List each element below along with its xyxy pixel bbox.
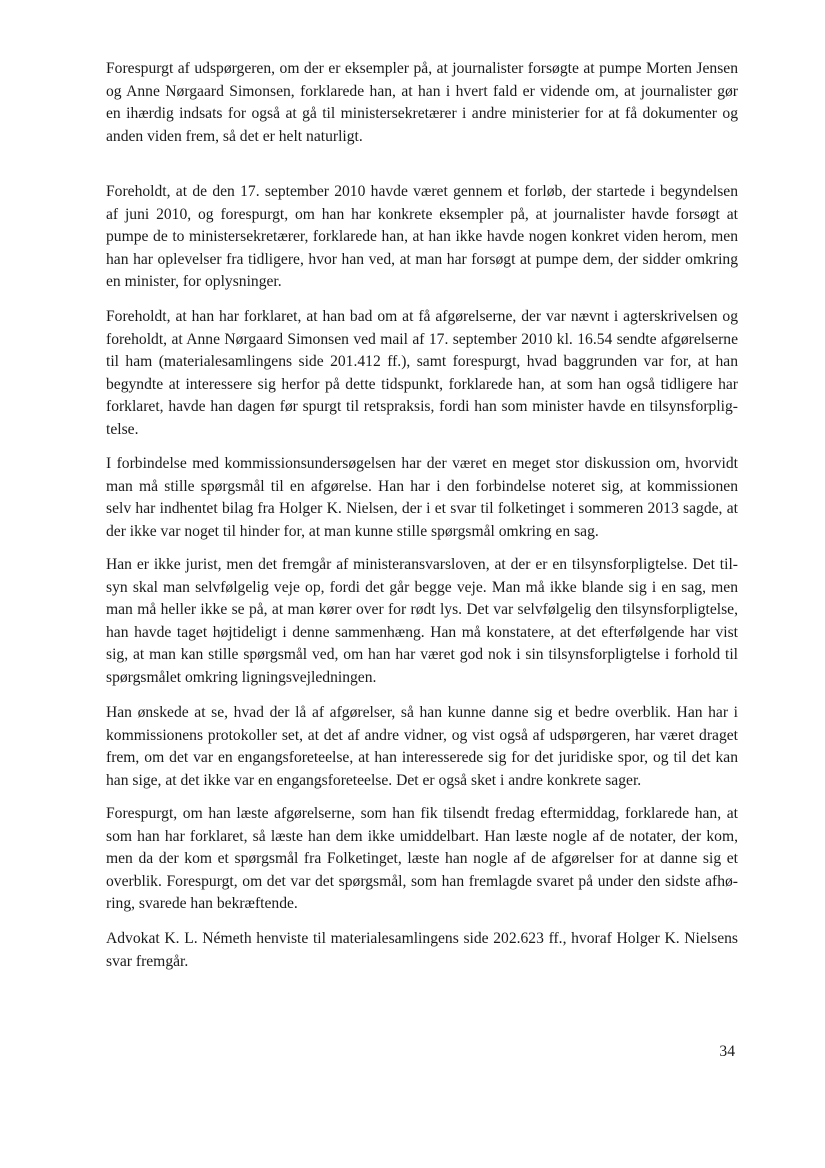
paragraph-line: til ham (materialesamlingens side 201.412 ff.), samt forespurgt, hvad baggrunden var for, at han [106,353,738,371]
paragraph-line: Advokat K. L. Németh henviste til materialesamlingens side 202.623 ff., hvoraf Holger K. Nielsens [106,930,738,947]
paragraph-line: man må stille spørgsmål til en afgørelse. Han har i den forbindelse noteret sig, at kommissionen [106,477,738,495]
paragraph-line: han har oplevelser fra tidligere, hvor han ved, at man har forsøgt at pumpe dem, der sidder omkring [106,250,738,268]
paragraph-line: der ikke var noget til hinder for, at man kunne stille spørgsmål omkring en sag. [106,522,599,540]
paragraph-line: Forespurgt af udspørgeren, om der er eksempler på, at journalister forsøgte at pumpe Morten Jensen [106,60,738,77]
paragraph-line: kommissionens protokoller set, at det af andre vidner, og vist også af udspørgeren, har været draget [106,726,738,744]
paragraph-line: Forespurgt, om han læste afgørelserne, som han fik tilsendt fredag eftermiddag, forklarede han, at [106,805,738,822]
paragraph-line: Han ønskede at se, hvad der lå af afgørelser, så han kunne danne sig et bedre overblik. Han har i [106,704,738,721]
paragraph-line: syn skal man selvfølgelig veje op, fordi det går begge veje. Man må ikke blande sig i en sag, men [106,578,738,596]
paragraph-2 [106,181,738,294]
paragraph-6 [106,702,738,792]
paragraph-line: han sige, at det ikke var en engangsforeteelse. Det er også sket i andre konkrete sager. [106,771,642,789]
paragraph-line: begyndte at interessere sig herfor på dette tidspunkt, forklarede han, at som han også tidligere har [106,375,738,393]
paragraph-line: ring, svarede han bekræftende. [106,895,298,913]
paragraph-line: foreholdt, at Anne Nørgaard Simonsen ved mail af 17. september 2010 kl. 16.54 sendte afgørelserne [106,330,738,348]
paragraph-line: telse. [106,420,139,438]
paragraph-line: I forbindelse med kommissionsundersøgelsen har der været en meget stor diskussion om, hvorvidt [106,455,738,472]
paragraph-line: en minister, for oplysninger. [106,273,282,291]
paragraph-8 [106,928,738,973]
paragraph-1 [106,58,738,148]
paragraph-line: svar fremgår. [106,952,189,970]
paragraph-3 [106,306,738,442]
paragraph-line: og Anne Nørgaard Simonsen, forklarede han, at han i hvert fald er vidende om, at journalister gør [106,82,738,100]
paragraph-line: af juni 2010, og forespurgt, om han har konkrete eksempler på, at journalister havde forsøgt at [106,205,738,223]
paragraph-line: en ihærdig indsats for også at gå til ministersekretærer i andre ministerier for at få dokumenter og [106,105,738,123]
paragraph-line: frem, om det var en engangsforeteelse, at han interesserede sig for det juridiske spor, og til det kan [106,749,738,767]
paragraph-line: men da der kom et spørgsmål fra Folketinget, læste han nogle af de afgørelser for at danne sig et [106,850,738,868]
page-number: 34 [719,1043,735,1060]
paragraph-line: han havde taget højtideligt i denne sammenhæng. Han må konstatere, at det efterfølgende har vist [106,623,738,641]
paragraph-line: man må heller ikke se på, at man kører over for rødt lys. Det var selvfølgelig den tilsynsforpligtelse, [106,601,738,619]
paragraph-line: forklaret, havde han dagen før spurgt til retspraksis, fordi han som minister havde en tilsynsforplig- [106,398,738,416]
paragraph-5 [106,554,738,690]
paragraph-line: overblik. Forespurgt, om det var det spørgsmål, som han fremlagde svaret på under den sidste afhø- [106,872,738,890]
paragraph-line: Foreholdt, at han har forklaret, at han bad om at få afgørelserne, der var nævnt i agterskrivelsen og [106,308,738,325]
paragraph-7 [106,803,738,916]
paragraph-4 [106,453,738,543]
paragraph-line: selv har indhentet bilag fra Holger K. Nielsen, der i et svar til folketinget i sommeren 2013 sagde, at [106,500,738,518]
paragraph-line: som han har forklaret, så læste han dem ikke umiddelbart. Han læste nogle af de notater, der kom, [106,827,738,845]
paragraph-line: Foreholdt, at de den 17. september 2010 havde været gennem et forløb, der startede i begyndelsen [106,183,738,200]
paragraph-line: anden viden frem, så det er helt naturligt. [106,127,363,145]
paragraph-line: spørgsmålet omkring ligningsvejledningen. [106,668,377,686]
paragraph-line: Han er ikke jurist, men det fremgår af ministeransvarsloven, at der er en tilsynsforpligtelse. Det til- [106,556,738,573]
paragraph-line: sig, at man kan stille spørgsmål ved, om han har været god nok i sin tilsynsforpligtelse i forhold til [106,646,738,664]
paragraph-line: pumpe de to ministersekretærer, forklarede han, at han ikke havde nogen konkret viden herom, men [106,228,738,246]
